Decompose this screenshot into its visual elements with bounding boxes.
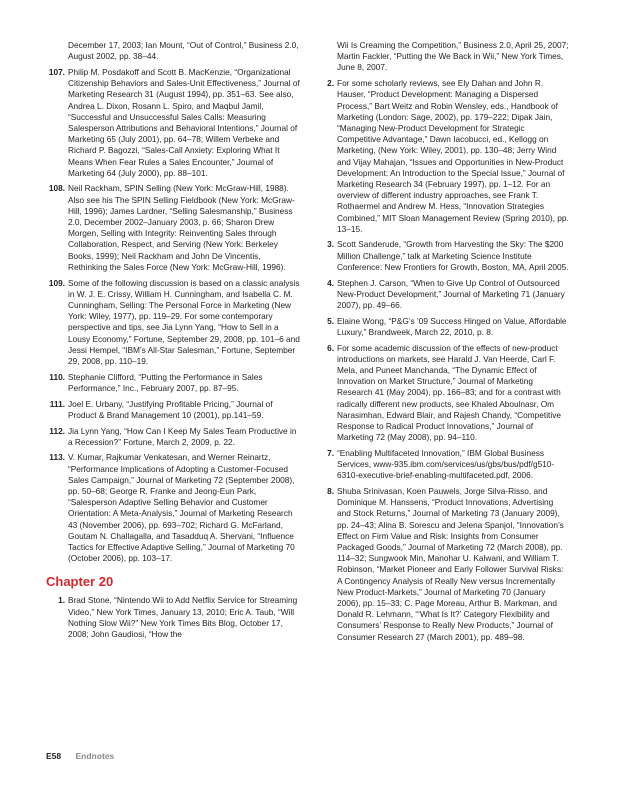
endnote-entry	[46, 595, 300, 640]
endnote-entry	[315, 316, 569, 338]
endnote-text: Joel E. Urbany, “Justifying Profitable Pricing,” Journal of Product & Brand Management 10 (2001), pp.141–59.	[68, 398, 273, 420]
endnote-text: Scott Sanderude, “Growth from Harvesting the Sky: The $200 Million Challenge,” talk at Marketing Science Institute Conference: New Frontiers for Growth, Boston, MA, April 2005.	[337, 239, 569, 272]
endnote-number: 4.	[327, 277, 334, 288]
endnote-entry	[46, 399, 300, 421]
endnote-entry	[46, 452, 300, 564]
endnote-number: 1.	[58, 595, 65, 606]
right-entries	[315, 40, 569, 643]
left-column	[46, 40, 300, 645]
endnote-text: For some scholarly reviews, see Ely Dahan and John R. Hauser, “Product Development: Managing a Dispersed Process,” Bart Weitz and Robin Wensley, eds., Handbook of Marketing (London: Sage, 2002), pp. 179–222; Dipak Jain, “Managing New-Product Development for Strategic Competitive Advantage,” Dawn Iacobucci, ed., Kellogg on Marketing, (New York: Wiley, 2001), pp. 130–48; Jerry Wind and Vijay Mahajan, “Issues and Opportunities in New-Product Development: An Introduction to the Special Issue,” Journal of Marketing Research 34 (February 1997), pp. 1–12. For an overview of different industry approaches, see Frank T. Rothaermel and Andrew M. Hess, “Innovation Strategies Combined,” MIT Sloan Management Review (Spring 2010), pp. 13–15.	[337, 78, 569, 234]
endnote-entry	[46, 426, 300, 448]
endnote-text: Stephen J. Carson, “When to Give Up Control of Outsourced New-Product Development,” Journal of Marketing 71 (January 2007), pp. 49–66.	[337, 277, 565, 310]
endnote-number: 112.	[49, 425, 65, 436]
endnote-entry	[315, 278, 569, 312]
endnote-text: V. Kumar, Rajkumar Venkatesan, and Werner Reinartz, “Performance Implications of Adopting a Customer-Focused Sales Campaign,” Journal of Marketing 72 (September 2008), pp. 50–68; George R. Franke and Jeong-Eun Park, “Salesperson Adaptive Selling Behavior and Customer Orientation: A Meta-Analysis,” Journal of Marketing Research 43 (November 2006), pp. 693–702; Richard G. McFarland, Goutam N. Challagalla, and Tasadduq A. Shervani, “Influence Tactics for Effective Adaptive Selling,” Journal of Marketing 70 (October 2006), pp. 103–17.	[68, 452, 295, 564]
endnote-entry	[315, 40, 569, 74]
endnote-number: 109.	[48, 277, 65, 288]
endnote-number: 5.	[327, 315, 334, 326]
endnote-entry	[46, 372, 300, 394]
endnote-entry	[46, 278, 300, 368]
endnote-text: Stephanie Clifford, “Putting the Performance in Sales Performance,” Inc., February 2007, pp. 87–95.	[68, 371, 263, 393]
left-entries-after	[46, 595, 300, 640]
endnote-entry	[46, 40, 300, 62]
endnote-entry	[315, 486, 569, 643]
right-column	[315, 40, 569, 647]
chapter-heading: Chapter 20	[46, 574, 114, 590]
endnote-text: Wii Is Creaming the Competition,” Business 2.0, April 25, 2007; Martin Fackler, “Putting the We Back in Wii,” New York Times, June 8, 2007.	[337, 40, 569, 73]
endnote-number: 8.	[327, 486, 334, 497]
left-entries-before	[46, 40, 300, 564]
endnote-entry	[46, 183, 300, 273]
endnote-text: Neil Rackham, SPIN Selling (New York: McGraw-Hill, 1988). Also see his The SPIN Selling Fieldbook (New York: McGraw-Hill, 1996); James Lardner, “Selling Salesmanship,” Business 2.0, December 2002–January 2003, p. 66; Sharon Drew Morgen, Selling with Integrity: Reinventing Sales through Collaboration, Respect, and Serving (New York: Berkeley Books, 1999); Neil Rackham and John De Vincentis, Rethinking the Sales Force (New York: McGraw-Hill, 1996).	[68, 183, 295, 272]
page-number: E58	[46, 751, 62, 761]
endnote-text: Elaine Wong, “P&G’s ’09 Success Hinged on Value, Affordable Luxury,” Brandweek, March 22, 2010, p. 8.	[337, 315, 567, 337]
endnote-number: 2.	[327, 78, 334, 89]
endnote-text: December 17, 2003; Ian Mount, “Out of Control,” Business 2.0, August 2002, pp. 38–44.	[68, 40, 299, 62]
endnote-entry	[315, 448, 569, 482]
endnote-text: For some academic discussion of the effects of new-product introductions on markets, see Harald J. Van Heerde, Carl F. Mela, and Puneet Manchanda, “The Dynamic Effect of Innovation on Market Structure,” Journal of Marketing Research 41 (May 2004), pp. 166–83; and for a contrast with radically different new products, see Khaled Aboulnasr, Om Narasimhan, Edward Blair, and Rajesh Chandy, “Competitive Response to Radical Product Innovations,” Journal of Marketing 72 (May 2008), pp. 94–110.	[337, 342, 561, 443]
endnote-number: 108.	[48, 183, 65, 194]
endnote-text: “Enabling Multifaceted Innovation,” IBM Global Business Services, www-935.ibm.com/services/us/gbs/bus/pdf/g510-6310-executive-brief-enabling-multifaceted.pdf, 2006.	[337, 447, 555, 481]
endnote-number: 3.	[327, 239, 334, 250]
endnote-entry	[315, 343, 569, 444]
endnote-number: 113.	[49, 452, 65, 463]
endnote-number: 6.	[327, 342, 334, 353]
endnote-number: 107.	[48, 66, 65, 77]
endnote-number: 110.	[49, 371, 65, 382]
endnote-entry	[315, 78, 569, 235]
footer-section-title: Endnotes	[75, 751, 115, 761]
endnote-entry	[46, 67, 300, 179]
endnote-text: Some of the following discussion is based on a classic analysis in W. J. E. Crissy, William H. Cunningham, and Isabella C. M. Cunningham, Selling: The Personal Force in Marketing (New York: Wiley, 1977), pp. 119–29. For some contemporary perspective and tips, see Jia Lynn Yang, “How to Sell in a Lousy Economy,” Fortune, September 29, 2008, pp. 101–6 and Jessi Hempel, “IBM’s All-Star Salesman,” Fortune, September 29, 2008, pp. 110–19.	[68, 277, 300, 366]
endnote-number: 111.	[49, 398, 65, 409]
endnote-text: Shuba Srinivasan, Koen Pauwels, Jorge Silva-Risso, and Dominique M. Hanssens, “Product Innovations, Advertising and Stock Returns,” Journal of Marketing 73 (January 2009), pp. 24–43; Alina B. Sorescu and Jelena Spanjol, “Innovation’s Effect on Firm Value and Risk: Insights from Consumer Packaged Goods,” Journal of Marketing 72 (March 2008), pp. 114–32; Sungwook Min, Manohar U. Kalwani, and William T. Robinson, “Market Pioneer and Early Follower Survival Risks: A Contingency Analysis of Really New versus Incrementally New Product-Markets,” Journal of Marketing 70 (January 2006), pp. 15–33; C. Page Moreau, Arthur B. Markman, and Donald R. Lehmann, “‘What Is It?’ Category Flexibility and Consumers’ Response to Really New Products,” Journal of Consumer Research 27 (March 2001), pp. 489–98.	[337, 486, 564, 642]
page-footer	[46, 751, 114, 762]
endnote-text: Philip M. Posdakoff and Scott B. MacKenzie, “Organizational Citizenship Behaviors and Sales-Unit Effectiveness,” Journal of Marketing Research 31 (August 1994), pp. 351–63. See also, Andrea L. Dixon, Rosann L. Spiro, and Maqbul Jamil, “Successful and Unsuccessful Sales Calls: Measuring Salesperson Attributions and Behavioral Intentions,” Journal of Marketing 65 (July 2001), pp. 64–78; Willem Verbeke and Richard P. Bagozzi, “Sales-Call Anxiety: Exploring What It Means When Fear Rules a Sales Encounter,” Journal of Marketing 64 (July 2000), pp. 88–101.	[68, 66, 300, 178]
endnote-text: Brad Stone, “Nintendo Wii to Add Netflix Service for Streaming Video,” New York Times, January 13, 2010; Eric A. Taub, “Will Nothing Slow Wii?” New York Times Bits Blog, October 17, 2008; John Gaudiosi, “How the	[68, 595, 298, 640]
endnote-text: Jia Lynn Yang, “How Can I Keep My Sales Team Productive in a Recession?” Fortune, March 2, 2009, p. 22.	[68, 425, 297, 447]
endnote-number: 7.	[327, 447, 334, 458]
endnote-entry	[315, 239, 569, 273]
